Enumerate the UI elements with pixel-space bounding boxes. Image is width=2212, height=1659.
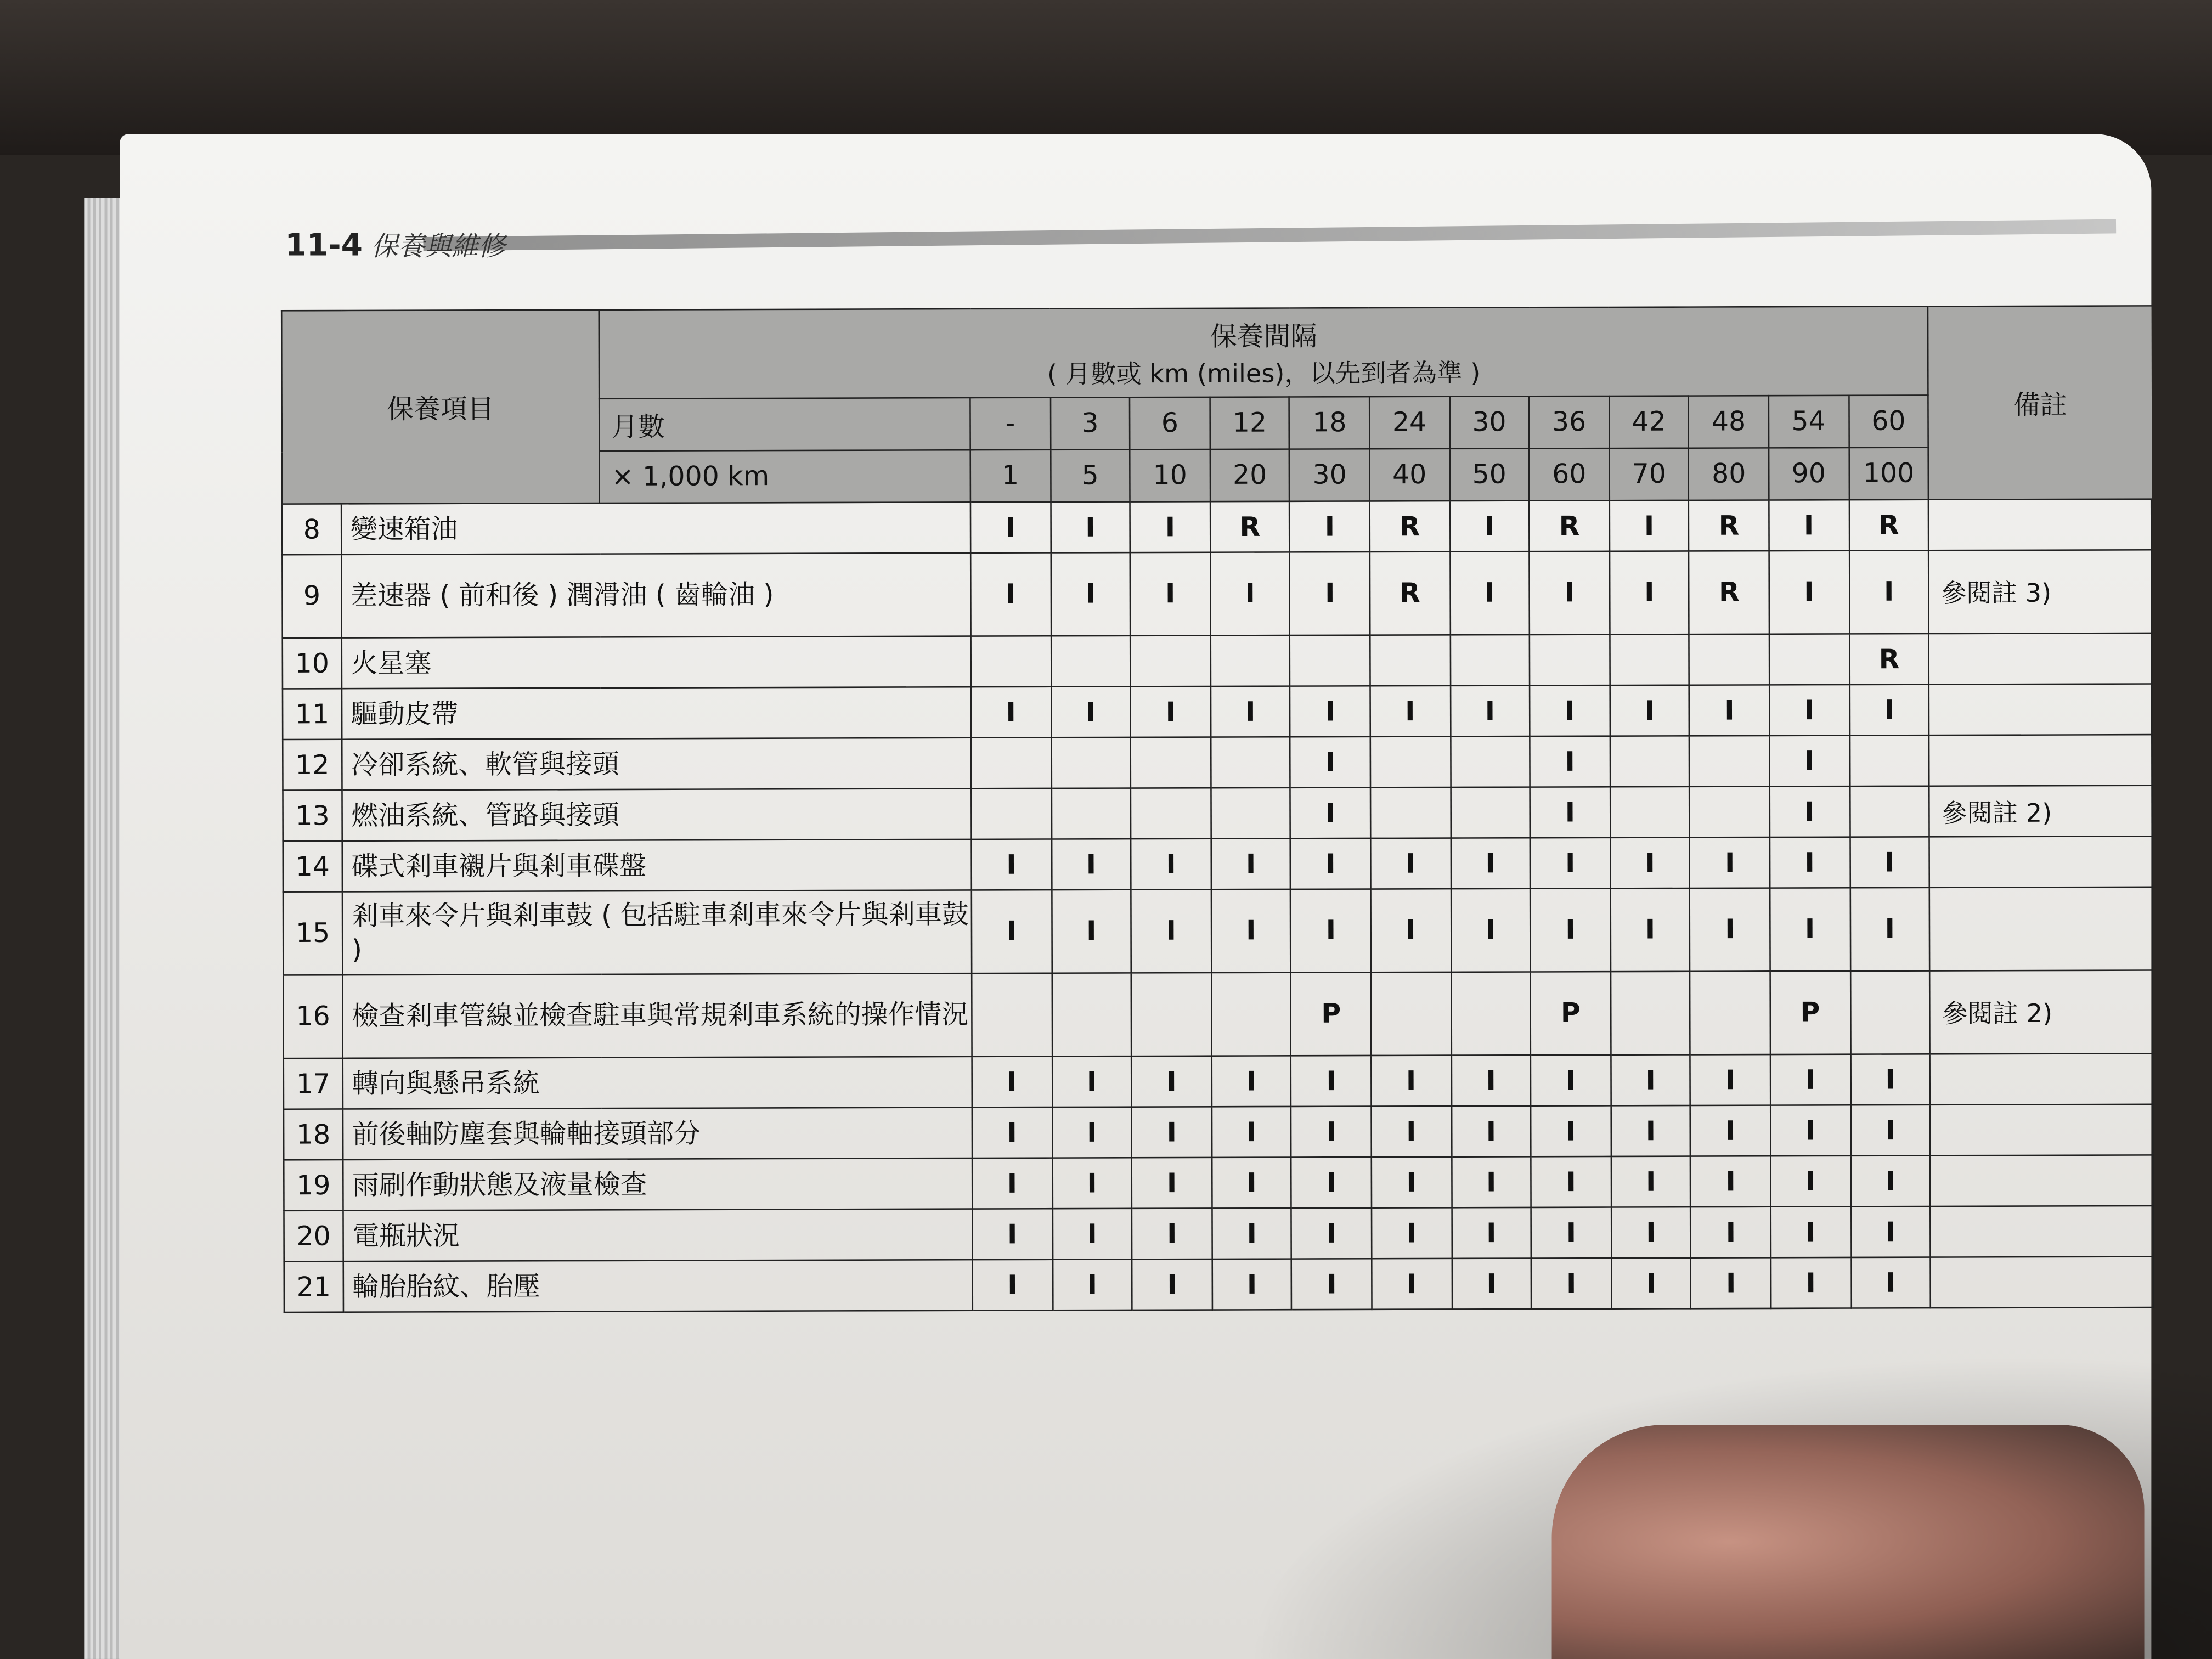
- interval-mark: [1610, 736, 1690, 787]
- month-header: 24: [1369, 397, 1449, 449]
- month-header: -: [970, 398, 1050, 450]
- month-header: 48: [1689, 396, 1769, 448]
- note-cell: [1931, 1104, 2154, 1156]
- table-row: [283, 633, 2152, 689]
- interval-mark: I: [1609, 551, 1689, 634]
- interval-mark: I: [1770, 1156, 1850, 1207]
- interval-mark: [1051, 636, 1131, 687]
- interval-mark: I: [1609, 500, 1689, 551]
- interval-mark: I: [1052, 1056, 1132, 1107]
- interval-mark: [1450, 787, 1530, 838]
- interval-mark: I: [1051, 839, 1131, 890]
- interval-mark: I: [1212, 1157, 1292, 1208]
- interval-mark: I: [1451, 889, 1531, 972]
- interval-mark: [1690, 736, 1770, 787]
- interval-mark: I: [972, 890, 1052, 973]
- item-name: 電瓶狀況: [343, 1209, 972, 1262]
- item-name: 剎車來令片與剎車鼓 ( 包括駐車剎車來令片與剎車鼓 ): [342, 890, 972, 975]
- item-number: 19: [284, 1160, 343, 1211]
- interval-mark: I: [1849, 837, 1929, 888]
- item-name: 驅動皮帶: [342, 687, 971, 740]
- note-cell: [1931, 1206, 2154, 1257]
- interval-mark: I: [1210, 686, 1290, 737]
- interval-mark: [971, 636, 1051, 687]
- month-header: 3: [1050, 397, 1130, 450]
- interval-mark: R: [1530, 500, 1610, 551]
- month-header: 54: [1769, 396, 1849, 448]
- notes-header: 備註: [1928, 306, 2152, 499]
- km-header: 90: [1769, 448, 1849, 500]
- running-header: [285, 225, 505, 263]
- interval-mark: I: [1611, 1156, 1691, 1207]
- item-name: 差速器 ( 前和後 ) 潤滑油 ( 齒輪油 ): [341, 553, 970, 638]
- interval-mark: I: [1052, 1259, 1132, 1310]
- note-cell: 參閱註 2): [1929, 786, 2153, 837]
- interval-mark: I: [1770, 888, 1850, 971]
- interval-mark: I: [1451, 838, 1531, 889]
- interval-mark: I: [1530, 736, 1610, 787]
- item-name: 雨刷作動狀態及液量檢查: [343, 1158, 972, 1211]
- interval-mark: I: [1212, 1259, 1292, 1310]
- interval-mark: I: [972, 1158, 1052, 1209]
- interval-mark: I: [1132, 1259, 1212, 1310]
- interval-mark: I: [1769, 736, 1849, 787]
- item-name: 碟式剎車襯片與剎車碟盤: [342, 839, 972, 892]
- note-cell: [1929, 836, 2153, 888]
- interval-mark: [1451, 972, 1531, 1055]
- interval-mark: I: [1371, 1056, 1451, 1107]
- interval-mark: I: [1051, 686, 1131, 737]
- interval-mark: I: [1850, 888, 1930, 971]
- interval-mark: R: [1689, 551, 1769, 634]
- km-header: 100: [1849, 448, 1929, 500]
- interval-mark: R: [1849, 500, 1929, 551]
- interval-mark: I: [1132, 1208, 1212, 1259]
- interval-mark: I: [1290, 552, 1370, 635]
- interval-mark: [1370, 736, 1451, 787]
- km-header: 70: [1609, 448, 1689, 501]
- interval-mark: I: [1611, 1054, 1691, 1105]
- item-number: 8: [282, 504, 341, 555]
- interval-mark: I: [1051, 552, 1131, 636]
- section-number: 11-4: [285, 228, 363, 264]
- interval-mark: R: [1689, 500, 1769, 551]
- interval-mark: I: [1691, 1207, 1771, 1258]
- interval-mark: I: [1530, 838, 1610, 889]
- interval-mark: I: [1450, 685, 1530, 736]
- interval-mark: [1131, 635, 1211, 686]
- interval-mark: [1690, 971, 1770, 1054]
- interval-mark: [1051, 737, 1131, 788]
- interval-mark: R: [1370, 501, 1450, 552]
- interval-mark: I: [1052, 1107, 1132, 1158]
- interval-mark: I: [1849, 550, 1929, 634]
- interval-mark: [1052, 973, 1132, 1056]
- month-header: 30: [1449, 396, 1530, 449]
- interval-mark: I: [1130, 501, 1210, 552]
- item-number: 15: [283, 891, 342, 975]
- interval-mark: [1690, 786, 1770, 837]
- interval-mark: I: [1691, 1257, 1771, 1308]
- interval-mark: I: [1291, 1157, 1372, 1208]
- interval-mark: [1211, 788, 1291, 839]
- interval-mark: I: [1691, 1156, 1771, 1207]
- interval-mark: I: [1771, 1257, 1851, 1308]
- interval-mark: R: [1370, 552, 1450, 635]
- month-header: 12: [1210, 397, 1290, 450]
- interval-mark: I: [1051, 502, 1131, 553]
- interval-title: 保養間隔: [1210, 320, 1318, 352]
- item-number: 20: [284, 1211, 343, 1262]
- interval-mark: I: [1769, 551, 1849, 634]
- interval-mark: I: [1292, 1259, 1372, 1310]
- interval-mark: I: [1211, 889, 1291, 973]
- interval-mark: I: [1211, 1056, 1291, 1107]
- interval-mark: I: [1690, 837, 1770, 888]
- table-row: [284, 1206, 2153, 1261]
- interval-mark: I: [1531, 1207, 1611, 1259]
- months-label: 月數: [599, 398, 970, 451]
- interval-mark: I: [1690, 685, 1770, 736]
- month-header: 36: [1529, 396, 1609, 449]
- item-number: 17: [284, 1058, 343, 1109]
- interval-mark: I: [1770, 1054, 1850, 1105]
- interval-mark: I: [1449, 501, 1530, 552]
- interval-mark: I: [1769, 500, 1849, 551]
- table-row: [283, 684, 2152, 740]
- interval-mark: I: [1849, 685, 1929, 736]
- interval-mark: [1610, 634, 1690, 685]
- km-header: 30: [1290, 449, 1370, 501]
- interval-mark: I: [1290, 737, 1370, 788]
- table-row: [283, 887, 2153, 975]
- interval-mark: [972, 973, 1052, 1057]
- km-header: 20: [1210, 449, 1290, 502]
- interval-mark: [1131, 973, 1211, 1056]
- interval-mark: R: [1210, 501, 1290, 552]
- item-name: 火星塞: [342, 636, 971, 689]
- km-label: × 1,000 km: [599, 450, 970, 503]
- interval-mark: I: [1531, 1156, 1611, 1207]
- table-row: [284, 1053, 2153, 1109]
- interval-mark: I: [1372, 1259, 1452, 1310]
- interval-mark: I: [1051, 890, 1131, 973]
- table-row: [282, 499, 2152, 555]
- interval-mark: I: [972, 1209, 1052, 1260]
- table-row: [283, 836, 2153, 891]
- table-row: [284, 1155, 2153, 1210]
- note-cell: 參閱註 2): [1930, 970, 2153, 1054]
- interval-mark: I: [972, 839, 1052, 890]
- interval-mark: [1769, 634, 1849, 685]
- interval-mark: I: [1372, 1157, 1452, 1208]
- item-header: 保養項目: [281, 310, 600, 504]
- item-number: 10: [283, 638, 342, 689]
- interval-mark: [1210, 635, 1290, 686]
- item-number: 21: [284, 1261, 343, 1312]
- item-number: 13: [283, 790, 342, 841]
- interval-mark: I: [1531, 1258, 1611, 1309]
- interval-mark: I: [1850, 1105, 1931, 1156]
- item-number: 18: [284, 1109, 343, 1160]
- table-row: [284, 1104, 2153, 1160]
- section-title: 保養與維修: [371, 231, 505, 263]
- interval-mark: I: [1451, 1156, 1531, 1207]
- item-number: 11: [283, 689, 342, 740]
- interval-mark: [1371, 972, 1451, 1056]
- item-name: 變速箱油: [341, 502, 970, 555]
- interval-mark: [1849, 786, 1929, 837]
- interval-mark: I: [1769, 685, 1849, 736]
- item-name: 冷卻系統、軟管與接頭: [342, 738, 971, 791]
- interval-mark: [1131, 788, 1211, 839]
- interval-mark: [1131, 737, 1211, 788]
- table-row: [284, 1257, 2154, 1312]
- interval-mark: I: [1531, 888, 1611, 972]
- note-cell: [1930, 887, 2153, 971]
- interval-mark: I: [1451, 1106, 1531, 1157]
- interval-mark: I: [1132, 1158, 1212, 1209]
- interval-mark: [1849, 735, 1929, 786]
- interval-mark: I: [1691, 1105, 1771, 1156]
- interval-mark: [1051, 788, 1131, 839]
- item-name: 檢查剎車管線並檢查駐車與常規剎車系統的操作情況: [342, 973, 972, 1058]
- interval-mark: I: [1611, 1105, 1691, 1156]
- item-name: 前後軸防塵套與輪軸接頭部分: [343, 1107, 972, 1160]
- item-number: 12: [283, 740, 342, 791]
- note-cell: [1930, 1053, 2153, 1105]
- interval-mark: R: [1849, 634, 1929, 685]
- interval-mark: I: [1770, 1105, 1850, 1156]
- interval-mark: I: [1770, 837, 1850, 888]
- interval-mark: [1530, 635, 1610, 686]
- interval-mark: P: [1531, 972, 1611, 1055]
- interval-mark: I: [1452, 1258, 1532, 1309]
- interval-mark: [1610, 787, 1690, 838]
- item-number: 14: [283, 841, 342, 892]
- interval-mark: [1211, 737, 1291, 788]
- interval-mark: I: [1449, 551, 1530, 635]
- note-cell: [1929, 684, 2153, 736]
- interval-mark: I: [1370, 838, 1451, 889]
- interval-mark: I: [1372, 1207, 1452, 1259]
- km-header: 50: [1449, 449, 1530, 501]
- interval-mark: I: [1131, 889, 1211, 973]
- interval-mark: I: [1291, 889, 1371, 973]
- km-header: 40: [1369, 449, 1449, 501]
- interval-mark: [1610, 972, 1690, 1055]
- interval-mark: I: [1211, 1107, 1291, 1158]
- interval-mark: [971, 788, 1051, 839]
- note-cell: [1929, 633, 2152, 685]
- note-cell: 參閱註 3): [1929, 550, 2152, 634]
- item-number: 16: [283, 975, 342, 1058]
- interval-mark: I: [970, 552, 1051, 636]
- interval-mark: [1450, 736, 1530, 787]
- interval-mark: I: [1132, 1107, 1212, 1158]
- interval-subtitle: ( 月數或 km (miles)，以先到者為準 ): [1047, 358, 1481, 390]
- interval-mark: I: [1452, 1207, 1532, 1259]
- km-header: 10: [1130, 449, 1210, 502]
- interval-mark: I: [1611, 1258, 1691, 1309]
- month-header: 18: [1290, 397, 1370, 449]
- interval-mark: I: [1850, 1054, 1930, 1105]
- table-row: [282, 550, 2152, 638]
- interval-mark: I: [1052, 1158, 1132, 1209]
- interval-mark: I: [1530, 685, 1610, 736]
- table-row: [283, 970, 2153, 1059]
- interval-mark: I: [1052, 1209, 1132, 1260]
- interval-mark: I: [1131, 686, 1211, 737]
- interval-mark: [1370, 635, 1450, 686]
- interval-mark: I: [1291, 838, 1371, 889]
- interval-mark: I: [1690, 888, 1770, 972]
- interval-mark: I: [1130, 552, 1210, 636]
- item-name: 輪胎胎紋、胎壓: [343, 1260, 973, 1312]
- interval-mark: I: [1371, 1106, 1451, 1157]
- interval-mark: I: [1131, 839, 1211, 890]
- interval-mark: I: [1850, 1206, 1931, 1257]
- month-header: 6: [1130, 397, 1210, 450]
- interval-mark: I: [1531, 1055, 1611, 1106]
- table-row: [283, 735, 2152, 790]
- interval-mark: I: [1291, 1208, 1372, 1259]
- interval-mark: I: [1210, 552, 1290, 635]
- interval-mark: I: [1291, 1107, 1372, 1158]
- interval-mark: I: [1771, 1206, 1851, 1257]
- interval-mark: I: [1530, 551, 1610, 635]
- interval-mark: P: [1291, 972, 1371, 1056]
- interval-mark: I: [1531, 1105, 1611, 1156]
- note-cell: [1929, 499, 2152, 551]
- interval-mark: I: [973, 1260, 1053, 1311]
- item-number: 9: [282, 555, 341, 638]
- interval-mark: I: [1290, 787, 1370, 838]
- interval-mark: I: [1290, 686, 1370, 737]
- month-header: 60: [1848, 395, 1928, 448]
- item-name: 燃油系統、管路與接頭: [342, 788, 971, 841]
- interval-mark: I: [1370, 889, 1451, 972]
- interval-mark: I: [1850, 1257, 1931, 1308]
- interval-header: [599, 306, 1928, 398]
- interval-mark: I: [1610, 837, 1690, 888]
- interval-mark: I: [972, 1107, 1052, 1158]
- finger: [1552, 1425, 2145, 1659]
- interval-mark: I: [1451, 1055, 1531, 1106]
- interval-mark: I: [972, 1056, 1052, 1107]
- interval-mark: P: [1770, 971, 1850, 1054]
- interval-mark: [971, 737, 1051, 788]
- interval-mark: I: [970, 502, 1051, 553]
- interval-mark: [1290, 635, 1370, 686]
- background: [0, 0, 2212, 155]
- interval-mark: [1689, 634, 1769, 685]
- interval-mark: I: [1610, 685, 1690, 736]
- interval-mark: [1850, 971, 1930, 1054]
- km-header: 1: [970, 450, 1051, 503]
- km-header: 80: [1689, 448, 1769, 500]
- interval-mark: I: [1291, 1056, 1372, 1107]
- note-cell: [1931, 1257, 2154, 1308]
- interval-mark: [1211, 973, 1291, 1056]
- interval-mark: I: [1690, 1054, 1770, 1105]
- maintenance-schedule-table: [281, 305, 2154, 1313]
- interval-mark: I: [1610, 888, 1690, 972]
- km-header: 60: [1529, 448, 1609, 501]
- interval-mark: I: [1611, 1207, 1691, 1258]
- note-cell: [1929, 735, 2153, 786]
- interval-mark: [1370, 787, 1451, 838]
- interval-mark: I: [1290, 501, 1370, 552]
- interval-mark: I: [1132, 1056, 1212, 1107]
- interval-mark: I: [1211, 838, 1291, 889]
- interval-mark: I: [1770, 786, 1850, 837]
- interval-mark: I: [971, 687, 1051, 738]
- month-header: 42: [1609, 396, 1689, 449]
- item-name: 轉向與懸吊系統: [343, 1057, 972, 1109]
- km-header: 5: [1050, 449, 1130, 502]
- interval-mark: I: [1370, 686, 1450, 737]
- interval-mark: [1450, 635, 1530, 686]
- note-cell: [1931, 1155, 2154, 1206]
- interval-mark: I: [1530, 787, 1610, 838]
- interval-mark: I: [1212, 1208, 1292, 1259]
- table-row: [283, 786, 2152, 841]
- interval-mark: I: [1850, 1155, 1931, 1206]
